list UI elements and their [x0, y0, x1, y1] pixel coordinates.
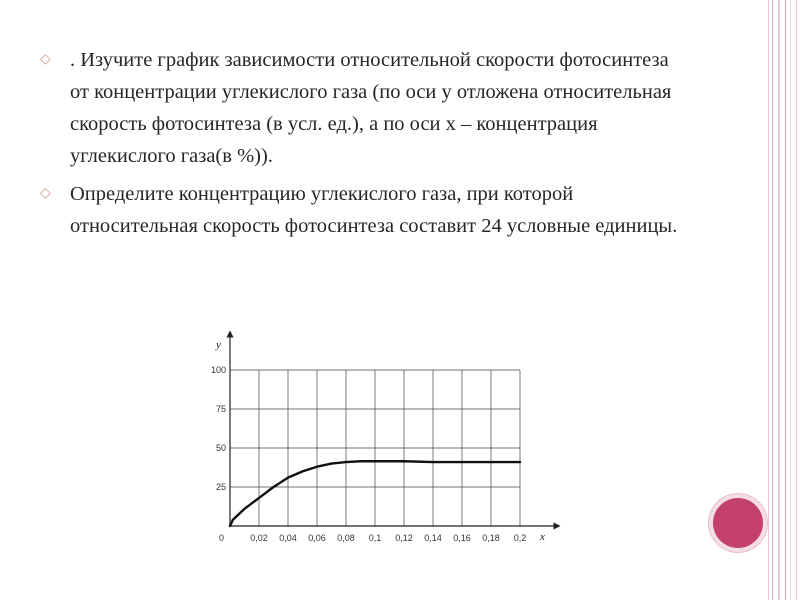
x-tick-label: 0,18 [482, 533, 500, 543]
y-axis-label: y [216, 339, 221, 351]
y-tick-label: 100 [210, 365, 226, 375]
origin-label: 0 [219, 533, 225, 543]
chart-axes [215, 334, 557, 543]
x-tick-label: 0,16 [453, 533, 471, 543]
x-tick-label: 0,02 [250, 533, 268, 543]
x-tick-label: 0,04 [279, 533, 297, 543]
y-tick-label: 75 [215, 404, 226, 414]
x-axis-label: x [540, 531, 545, 543]
diamond-bullet-icon: ◇ [40, 52, 51, 67]
y-tick-label: 50 [215, 443, 226, 453]
diamond-bullet-icon: ◇ [40, 186, 51, 201]
chart-grid [230, 370, 520, 526]
bullet-text: . Изучите график зависимости относительной скорости фотосинтеза от концентрации углекислого газа (по оси y отложена относительная скорость фотосинтеза (в усл. ед.), а по оси x – концентрация углекислого газа(в %)). [70, 49, 672, 167]
chart-ticks [211, 365, 526, 543]
x-tick-label: 0,14 [424, 533, 442, 543]
bullet-text: Определите концентрацию углекислого газа, при которой относительная скорость фотосинтеза составит 24 условные единицы. [70, 183, 678, 237]
x-tick-label: 0,1 [368, 533, 382, 543]
x-tick-label: 0,06 [308, 533, 326, 543]
x-tick-label: 0,08 [337, 533, 355, 543]
x-tick-label: 0,2 [513, 533, 527, 543]
x-tick-label: 0,12 [395, 533, 413, 543]
y-tick-label: 25 [215, 482, 226, 492]
